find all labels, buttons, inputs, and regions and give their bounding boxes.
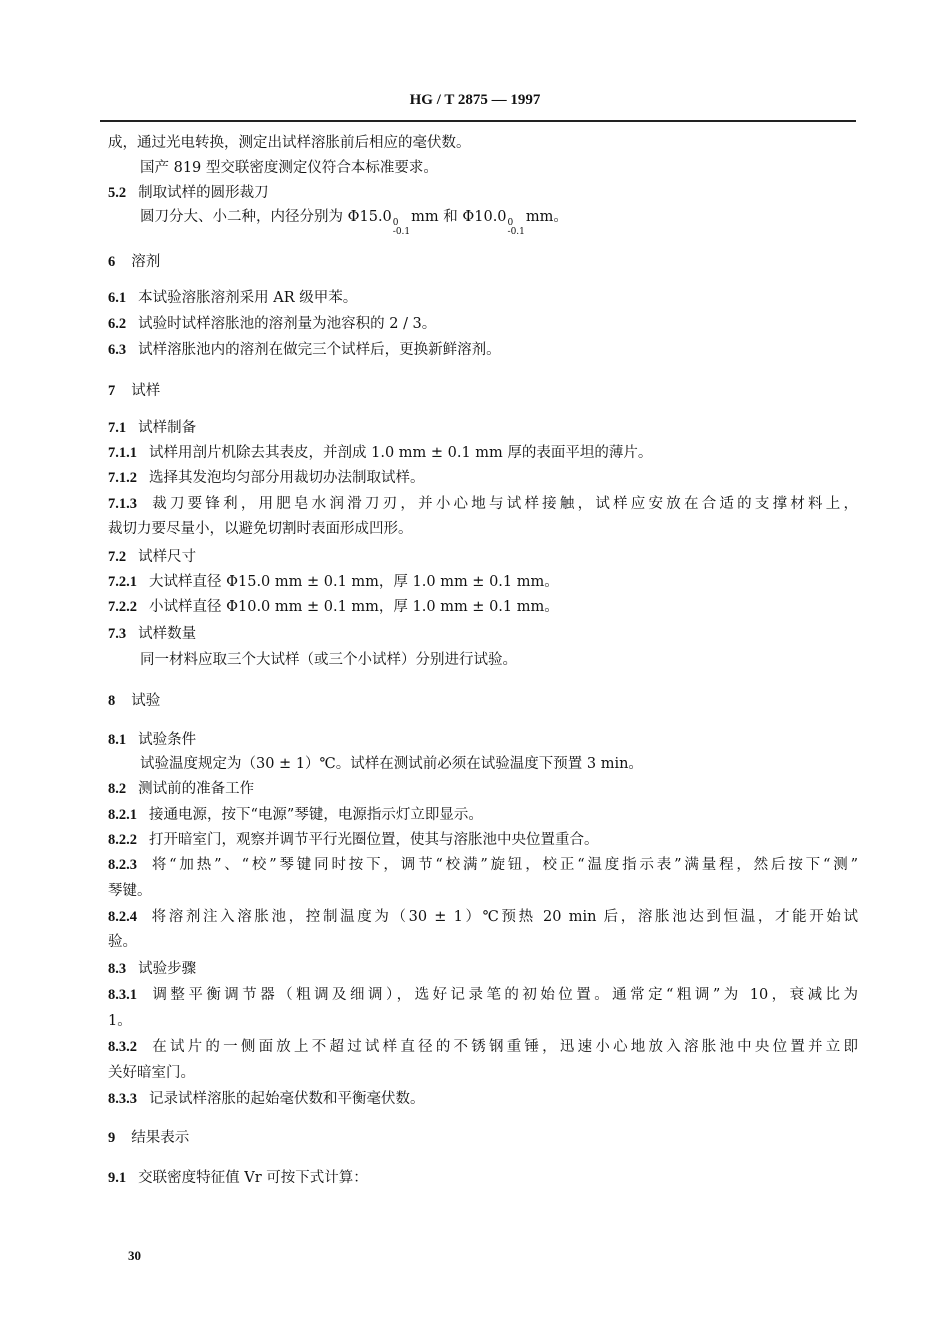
text-line: [108, 288, 357, 308]
line-text: 测试前的准备工作: [138, 781, 255, 797]
knife-text: 圆刀分大、小二种，内径分别为 Φ15.0: [140, 209, 392, 225]
text-line: [108, 730, 196, 750]
knife-text: mm。: [525, 209, 568, 225]
line-text: 验。: [108, 934, 137, 950]
line-text: 小试样直径 Φ10.0 mm ± 0.1 mm，厚 1.0 mm ± 0.1 mm。: [149, 599, 559, 615]
text-line: [108, 881, 152, 901]
section-number: 8.2.1: [108, 807, 137, 823]
text-line: [108, 855, 858, 875]
document-header: HG / T 2875 — 1997: [409, 92, 541, 108]
text-line: [108, 830, 599, 850]
section-number: 8.1: [108, 732, 127, 748]
text-line: [108, 624, 196, 644]
text-line: [108, 805, 483, 825]
line-text: 试样溶胀池内的溶剂在做完三个试样后，更换新鲜溶剂。: [138, 342, 501, 358]
text-line: [108, 932, 137, 952]
section-number: 5.2: [108, 185, 127, 201]
section-number: 8.2.3: [108, 857, 137, 873]
text-line: [108, 314, 436, 334]
text-line: [108, 418, 196, 438]
text-line: [140, 754, 643, 774]
line-text: 制取试样的圆形裁刀: [138, 185, 269, 201]
section-number: 7.3: [108, 626, 127, 642]
section-number: 9: [108, 1130, 116, 1146]
section-number: 8.3: [108, 961, 127, 977]
text-line: [108, 443, 652, 463]
text-line: [108, 133, 471, 153]
line-text: 试样尺寸: [138, 549, 197, 565]
section-number: 8.2: [108, 781, 127, 797]
section-number: 9.1: [108, 1170, 127, 1186]
text-line: [108, 1011, 132, 1031]
line-text: 成，通过光电转换，测定出试样溶胀前后相应的毫伏数。: [108, 135, 471, 151]
text-line: [108, 907, 858, 927]
line-text: 试样数量: [138, 626, 197, 642]
tolerance: [393, 219, 410, 237]
text-line: [108, 1168, 368, 1188]
text-line: [108, 252, 160, 272]
tol-upper: 0: [392, 218, 399, 228]
text-line: [108, 1128, 189, 1148]
text-line: [108, 547, 196, 567]
section-number: 7: [108, 383, 116, 399]
line-text: 试样制备: [138, 420, 197, 436]
line-text: 大试样直径 Φ15.0 mm ± 0.1 mm，厚 1.0 mm ± 0.1 mm。: [149, 574, 559, 590]
tolerance: [508, 219, 525, 237]
tol-lower: -0.1: [507, 227, 525, 237]
line-text: 结果表示: [131, 1130, 190, 1146]
line-text: 试样用剖片机除去其表皮，并剖成 1.0 mm ± 0.1 mm 厚的表面平坦的薄片。: [149, 445, 653, 461]
line-text: 在试片的一侧面放上不超过试样直径的不锈钢重锤，迅速小心地放入溶胀池中央位置并立即: [149, 1039, 858, 1055]
line-text: 将溶剂注入溶胀池，控制温度为（30 ± 1）℃预热 20 min 后，溶胀池达到恒温，才能开始试: [149, 909, 858, 925]
line-text: 记录试样溶胀的起始毫伏数和平衡毫伏数。: [149, 1091, 425, 1107]
line-text: 裁刀要锋利，用肥皂水润滑刀刃，并小心地与试样接触，试样应安放在合适的支撑材料上，: [149, 496, 858, 512]
section-number: 6.1: [108, 290, 127, 306]
text-line: [140, 650, 517, 670]
text-line: [108, 985, 858, 1005]
line-text: 溶剂: [131, 254, 161, 270]
text-line: [108, 1063, 195, 1083]
text-line: [108, 381, 160, 401]
text-line: [108, 959, 196, 979]
page-number: 30: [128, 1248, 141, 1263]
text-line: [108, 691, 160, 711]
text-line: [108, 183, 269, 203]
section-number: 7.1.2: [108, 470, 137, 486]
tol-lower: -0.1: [392, 227, 411, 237]
line-text: 国产 819 型交联密度测定仪符合本标准要求。: [140, 160, 438, 176]
line-text: 试验: [131, 693, 161, 709]
section-number: 7.1.3: [108, 496, 137, 512]
header-rule: [100, 120, 856, 122]
tol-upper: 0: [507, 218, 514, 228]
section-number: 7.1: [108, 420, 127, 436]
line-text: 试样: [131, 383, 161, 399]
text-line: [108, 779, 254, 799]
text-line: [108, 597, 559, 617]
text-line: [108, 572, 559, 592]
section-number: 6.2: [108, 316, 127, 332]
line-text: 琴键。: [108, 883, 152, 899]
section-number: 6: [108, 254, 116, 270]
line-text: 接通电源，按下“电源”琴键，电源指示灯立即显示。: [149, 807, 483, 823]
section-number: 8.2.2: [108, 832, 137, 848]
section-number: 8.2.4: [108, 909, 137, 925]
text-line: [108, 494, 858, 514]
line-text: 试验步骤: [138, 961, 197, 977]
section-number: 8.3.2: [108, 1039, 137, 1055]
section-number: 7.1.1: [108, 445, 137, 461]
knife-text: mm 和 Φ10.0: [411, 209, 507, 225]
line-text: 1。: [108, 1013, 132, 1029]
line-text: 同一材料应取三个大试样（或三个小试样）分别进行试验。: [140, 652, 517, 668]
knife-spec-line: [140, 207, 568, 237]
line-text: 选择其发泡均匀部分用裁切办法制取试样。: [149, 470, 425, 486]
line-text: 试验温度规定为（30 ± 1）℃。试样在测试前必须在试验温度下预置 3 min。: [140, 756, 643, 772]
section-number: 7.2.2: [108, 599, 137, 615]
section-number: 8.3.3: [108, 1091, 137, 1107]
section-number: 8.3.1: [108, 987, 137, 1003]
section-number: 6.3: [108, 342, 127, 358]
text-line: [108, 340, 501, 360]
text-line: [140, 158, 438, 178]
line-text: 裁切力要尽量小，以避免切割时表面形成凹形。: [108, 521, 413, 537]
line-text: 交联密度特征值 Vr 可按下式计算：: [138, 1170, 368, 1186]
line-text: 试验时试样溶胀池的溶剂量为池容积的 2 / 3。: [138, 316, 437, 332]
line-text: 将“加热”、“校”琴键同时按下，调节“校满”旋钮，校正“温度指示表”满量程，然后按下“测”: [149, 857, 858, 873]
text-line: [108, 468, 425, 488]
line-text: 试验条件: [138, 732, 197, 748]
line-text: 本试验溶胀溶剂采用 AR 级甲苯。: [138, 290, 358, 306]
text-line: [108, 519, 413, 539]
section-number: 7.2: [108, 549, 127, 565]
text-line: [108, 1037, 858, 1057]
section-number: 7.2.1: [108, 574, 137, 590]
text-line: [108, 1089, 425, 1109]
line-text: 打开暗室门，观察并调节平行光圈位置，使其与溶胀池中央位置重合。: [149, 832, 599, 848]
section-number: 8: [108, 693, 116, 709]
line-text: 调整平衡调节器（粗调及细调），选好记录笔的初始位置。通常定“粗调”为 10，衰减比为: [149, 987, 858, 1003]
line-text: 关好暗室门。: [108, 1065, 195, 1081]
